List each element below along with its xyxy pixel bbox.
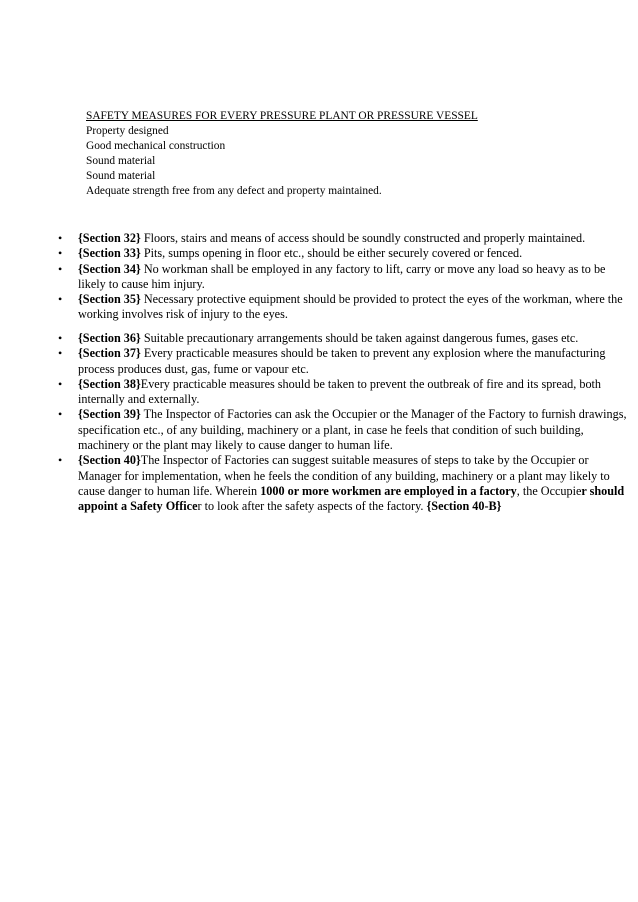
section-text: Pits, sumps opening in floor etc., should be either securely covered or fenced. [140, 246, 523, 261]
section-item-37 [0, 346, 638, 377]
section-emphasis: r should appoint a Safety Office [78, 483, 625, 514]
measure-item: Good mechanical construction [86, 140, 226, 152]
section-item-34 [0, 262, 638, 293]
section-label: {Section 34} [78, 261, 141, 276]
measure-item: Sound material [86, 155, 156, 167]
section-emphasis: 1000 or more workmen are employed in a factory [260, 483, 517, 498]
measure-item: Adequate strength free from any defect and property maintained. [86, 185, 382, 197]
bullet-icon: • [58, 407, 63, 422]
section-label: {Section 38} [78, 376, 141, 391]
bullet-icon: • [58, 246, 63, 261]
section-text: , the Occupie [516, 483, 582, 498]
measure-item: Property designed [86, 125, 169, 137]
section-list-b [0, 331, 638, 515]
bullet-icon: • [58, 346, 63, 361]
section-label: {Section 35} [78, 292, 141, 307]
section-item-32 [0, 231, 638, 246]
section-item-36 [0, 331, 638, 346]
section-item-35 [0, 292, 638, 323]
section-item-38 [0, 377, 638, 408]
section-item-39 [0, 407, 638, 453]
section-label: {Section 39} [78, 407, 141, 422]
section-list-a [0, 231, 638, 323]
measure-item: Sound material [86, 170, 156, 182]
section-text: Floors, stairs and means of access should be soundly constructed and properly maintained. [140, 231, 586, 245]
section-label: {Section 40} [78, 453, 141, 468]
section-text: Suitable precautionary arrangements should be taken against dangerous fumes, gases etc. [140, 331, 579, 345]
section-label: {Section 36} [78, 331, 141, 345]
section-text: No workman shall be employed in any factory to lift, carry or move any load so heavy as to be likely to cause him injury. [78, 261, 606, 291]
section-text: The Inspector of Factories can suggest suitable measures of steps to take by the Occupier or Manager for implementation, when he feels the condition of any building, machinery or a plant may likely to cause danger to human life. Wherein [78, 453, 610, 498]
section-text: The Inspector of Factories can ask the Occupier or the Manager of the Factory to furnish drawings, specification etc., of any building, machinery or a plant, in case he feels that condition of such building, machinery or the plant may likely to cause danger to human life. [78, 407, 627, 453]
section-item-33 [0, 246, 638, 261]
bullet-icon: • [58, 292, 63, 307]
section-text: Every practicable measures should be taken to prevent the outbreak of fire and its spread, both internally and externally. [78, 376, 602, 407]
bullet-icon: • [58, 376, 63, 391]
measures-heading: SAFETY MEASURES FOR EVERY PRESSURE PLANT OR PRESSURE VESSEL [86, 110, 478, 122]
section-text: r to look after the safety aspects of the factory. [197, 499, 427, 514]
bullet-icon: • [58, 231, 63, 245]
section-reference: {Section 40-B} [426, 499, 502, 514]
bullet-icon: • [58, 453, 63, 468]
section-text: Necessary protective equipment should be provided to protect the eyes of the workman, where the working involves risk of injury to the eyes. [78, 292, 623, 322]
bullet-icon: • [58, 261, 63, 276]
section-text: Every practicable measures should be taken to prevent any explosion where the manufacturing process produces dust, gas, fume or vapour etc. [78, 346, 606, 376]
section-item-40 [0, 453, 638, 514]
pressure-vessel-measures [86, 109, 586, 199]
bullet-icon: • [58, 331, 63, 345]
section-label: {Section 37} [78, 346, 141, 361]
section-label: {Section 33} [78, 246, 141, 261]
section-label: {Section 32} [78, 231, 141, 245]
